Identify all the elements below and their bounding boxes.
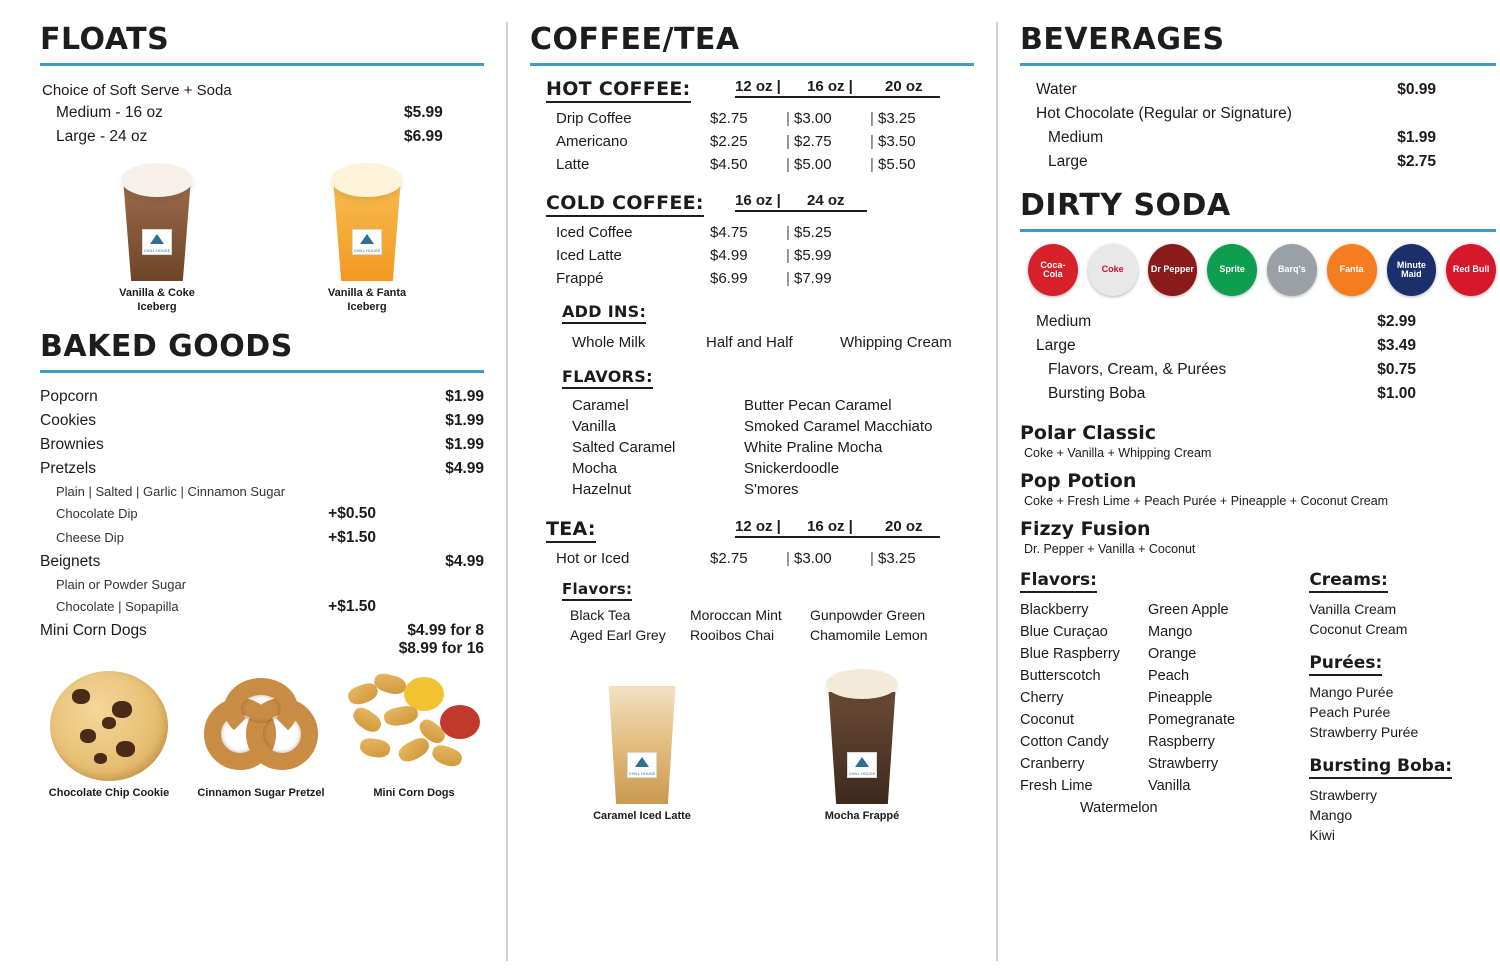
baked-item-corn-dogs-label: Mini Corn Dogs bbox=[40, 621, 147, 639]
bursting-boba-label: Bursting Boba: bbox=[1309, 756, 1452, 779]
sep: | bbox=[786, 550, 790, 567]
beverage-hot-chocolate bbox=[1020, 102, 1496, 126]
dirty-soda-options bbox=[1020, 570, 1496, 845]
coffee-flavors-col-1 bbox=[572, 395, 744, 500]
photo-latte-caption: Caramel Iced Latte bbox=[593, 810, 691, 822]
list-item: Smoked Caramel Macchiato bbox=[744, 418, 933, 435]
beignet-options: Plain or Powder Sugar bbox=[56, 576, 187, 592]
logo-text-3: CHILL HOUSE bbox=[628, 771, 656, 776]
cold-row-1-item: Iced Coffee bbox=[556, 224, 633, 241]
beverages-rule bbox=[1020, 63, 1496, 66]
baked-item-cookies-price: $1.99 bbox=[445, 411, 484, 429]
table-row bbox=[530, 107, 974, 130]
hot-row-2-p1: $2.25 bbox=[710, 133, 748, 150]
list-item: Strawberry bbox=[1309, 787, 1378, 803]
column-coffee-tea bbox=[506, 22, 998, 961]
cold-coffee-label: COLD COFFEE: bbox=[546, 192, 704, 217]
flavors-col-2 bbox=[1148, 599, 1276, 797]
bursting-boba-list bbox=[1309, 785, 1496, 845]
pretzel-dip-cheese-price: +$1.50 bbox=[328, 528, 376, 546]
list-item: Gunpowder Green bbox=[810, 607, 926, 623]
caption-line-4: Iceberg bbox=[347, 300, 387, 313]
combo-fizzy-fusion-title: Fizzy Fusion bbox=[1020, 518, 1151, 540]
list-item: Vanilla Cream bbox=[1309, 601, 1397, 617]
list-item: Salted Caramel bbox=[572, 439, 676, 456]
list-item: Blackberry bbox=[1020, 602, 1089, 618]
pretzel-dip-cheese-label: Cheese Dip bbox=[56, 529, 124, 545]
cup-foam-4 bbox=[826, 669, 898, 699]
photo-corn-dogs-caption: Mini Corn Dogs bbox=[373, 786, 455, 799]
float-cup-icon-2 bbox=[321, 163, 413, 281]
sep: | bbox=[786, 156, 790, 173]
hot-row-1-p2: $3.00 bbox=[794, 110, 832, 127]
soda-brand-logos bbox=[1028, 244, 1496, 296]
table-row bbox=[530, 244, 974, 267]
dr-pepper-icon: Dr Pepper bbox=[1148, 244, 1198, 296]
flavors-col-1 bbox=[1020, 599, 1148, 797]
tea-flavors-list bbox=[562, 605, 974, 645]
coffee-rule bbox=[530, 63, 974, 66]
corn-dogs-price-8: $4.99 for 8 bbox=[407, 621, 484, 639]
dirty-soda-rule bbox=[1020, 229, 1496, 232]
cold-coffee-block bbox=[530, 192, 974, 217]
beverage-hc-medium bbox=[1020, 126, 1496, 150]
floats-item-large bbox=[40, 125, 484, 149]
cold-row-2-p1: $4.99 bbox=[710, 247, 748, 264]
column-floats-baked bbox=[18, 22, 506, 961]
baked-item-brownies bbox=[40, 433, 484, 457]
combo-polar-classic-title: Polar Classic bbox=[1020, 422, 1156, 444]
addin-half-and-half: Half and Half bbox=[706, 334, 793, 351]
list-item: Vanilla bbox=[572, 418, 616, 435]
chill-house-logo-icon-4 bbox=[847, 752, 877, 778]
cold-row-2-p2: $5.99 bbox=[794, 247, 832, 264]
combo-pop-potion-title: Pop Potion bbox=[1020, 470, 1137, 492]
list-item: Mocha bbox=[572, 460, 618, 477]
latte-cup-icon bbox=[596, 669, 688, 804]
dirty-soda-flavors-columns bbox=[1020, 599, 1309, 797]
floats-item-medium-price: $5.99 bbox=[404, 104, 443, 121]
cold-row-3-p2: $7.99 bbox=[794, 270, 832, 287]
list-item: Strawberry Purée bbox=[1309, 724, 1419, 740]
list-item: Blue Raspberry bbox=[1020, 646, 1120, 662]
list-item: Cherry bbox=[1020, 690, 1064, 706]
coffee-title: COFFEE/TEA bbox=[530, 22, 740, 57]
cold-size-16oz: 16 oz | bbox=[735, 192, 781, 209]
floats-item-medium bbox=[40, 101, 484, 125]
baked-item-popcorn-label: Popcorn bbox=[40, 387, 98, 405]
minute-maid-icon: Minute Maid bbox=[1387, 244, 1437, 296]
list-item: Butter Pecan Caramel bbox=[744, 397, 892, 414]
baked-item-pretzels bbox=[40, 457, 484, 481]
beverage-water bbox=[1020, 78, 1496, 102]
baked-item-corn-dogs bbox=[40, 619, 484, 661]
baked-item-beignets-price: $4.99 bbox=[445, 552, 484, 570]
beverage-hc-medium-price: $1.99 bbox=[1397, 129, 1436, 146]
purees-list bbox=[1309, 682, 1496, 742]
combo-pop-potion bbox=[1020, 470, 1496, 508]
table-row bbox=[530, 153, 974, 176]
tea-table bbox=[530, 547, 974, 570]
baked-item-pretzels-price: $4.99 bbox=[445, 459, 484, 477]
beverage-water-price: $0.99 bbox=[1397, 81, 1436, 98]
photo-mocha-frappe bbox=[787, 669, 937, 824]
baked-item-beignets-label: Beignets bbox=[40, 552, 101, 570]
pretzel-dip-chocolate-price: +$0.50 bbox=[328, 504, 376, 522]
beignet-extra bbox=[40, 595, 484, 619]
hot-coffee-block bbox=[530, 78, 974, 103]
list-item: Cranberry bbox=[1020, 756, 1085, 772]
dirty-soda-flavors-addon-price: $0.75 bbox=[1377, 361, 1416, 378]
sep: | bbox=[786, 247, 790, 264]
hot-row-1-p1: $2.75 bbox=[710, 110, 748, 127]
red-bull-icon: Red Bull bbox=[1446, 244, 1496, 296]
chill-house-logo-icon-3 bbox=[627, 752, 657, 778]
table-row bbox=[530, 221, 974, 244]
cookie-icon bbox=[50, 671, 168, 781]
float-photo-coke bbox=[82, 163, 232, 315]
coffee-photos bbox=[530, 669, 974, 824]
dirty-soda-large-price: $3.49 bbox=[1377, 337, 1416, 354]
tea-size-header bbox=[735, 518, 940, 538]
hot-row-2-p3: $3.50 bbox=[878, 133, 916, 150]
list-item: Orange bbox=[1148, 646, 1197, 662]
list-item: Strawberry bbox=[1148, 756, 1219, 772]
floats-item-medium-label: Medium - 16 oz bbox=[56, 104, 163, 121]
addins-label: ADD INS: bbox=[562, 302, 646, 324]
floats-title: FLOATS bbox=[40, 22, 170, 57]
float-photo-coke-caption bbox=[82, 287, 232, 315]
coffee-flavors-label: FLAVORS: bbox=[562, 367, 653, 389]
logo-text-2: CHILL HOUSE bbox=[353, 248, 381, 253]
tea-block bbox=[530, 518, 974, 543]
tea-size-12oz: 12 oz | bbox=[735, 518, 781, 535]
coffee-flavors-list bbox=[562, 395, 974, 500]
sep: | bbox=[870, 133, 874, 150]
combo-fizzy-fusion bbox=[1020, 518, 1496, 556]
photo-cookie bbox=[40, 671, 178, 801]
pretzel-options: Plain | Salted | Garlic | Cinnamon Sugar bbox=[56, 483, 286, 499]
caption-line-3: Vanilla & Fanta bbox=[327, 287, 407, 299]
tea-row-p2: $3.00 bbox=[794, 550, 832, 567]
cold-row-1-p2: $5.25 bbox=[794, 224, 832, 241]
sep: | bbox=[870, 550, 874, 567]
cold-row-1-p1: $4.75 bbox=[710, 224, 748, 241]
dirty-soda-boba-addon-label: Bursting Boba bbox=[1048, 385, 1146, 402]
cold-row-2-item: Iced Latte bbox=[556, 247, 622, 264]
creams-list bbox=[1309, 599, 1496, 639]
cup-foam-2 bbox=[331, 163, 403, 197]
hot-row-3-p2: $5.00 bbox=[794, 156, 832, 173]
list-item: Raspberry bbox=[1148, 734, 1215, 750]
table-row bbox=[530, 267, 974, 290]
list-item: S'mores bbox=[744, 481, 799, 498]
cookie-chip bbox=[116, 741, 135, 757]
cookie-chip bbox=[112, 701, 132, 718]
photo-pretzel bbox=[192, 676, 330, 801]
list-item: Snickerdoodle bbox=[744, 460, 840, 477]
hot-coffee-table bbox=[530, 107, 974, 176]
sep: | bbox=[870, 110, 874, 127]
list-item: Kiwi bbox=[1309, 827, 1335, 843]
photo-cookie-caption: Chocolate Chip Cookie bbox=[48, 786, 170, 799]
addins-block bbox=[530, 302, 974, 351]
coffee-flavors-block bbox=[530, 367, 974, 500]
dirty-soda-boba-addon bbox=[1020, 382, 1496, 406]
hot-coffee-size-header bbox=[735, 78, 940, 98]
tea-row-item: Hot or Iced bbox=[556, 550, 630, 567]
dirty-soda-flavors bbox=[1020, 570, 1309, 845]
beverage-hc-large-price: $2.75 bbox=[1397, 153, 1436, 170]
pretzel-dip-cheese bbox=[40, 526, 484, 550]
list-item: Green Apple bbox=[1148, 602, 1229, 618]
sep: | bbox=[870, 156, 874, 173]
baked-rule bbox=[40, 370, 484, 373]
corn-dogs-icon bbox=[344, 671, 484, 781]
baked-item-brownies-price: $1.99 bbox=[445, 435, 484, 453]
combo-fizzy-fusion-desc: Dr. Pepper + Vanilla + Coconut bbox=[1024, 542, 1196, 556]
list-item: Butterscotch bbox=[1020, 668, 1101, 684]
purees-label: Purées: bbox=[1309, 653, 1382, 676]
combo-pop-potion-desc: Coke + Fresh Lime + Peach Purée + Pineapple + Coconut Cream bbox=[1024, 494, 1389, 508]
hot-row-1-item: Drip Coffee bbox=[556, 110, 632, 127]
hot-size-12oz: 12 oz | bbox=[735, 78, 781, 95]
list-item: Peach Purée bbox=[1309, 704, 1391, 720]
dirty-soda-title: DIRTY SODA bbox=[1020, 188, 1231, 223]
cold-coffee-table bbox=[530, 221, 974, 290]
sep: | bbox=[786, 270, 790, 287]
beverage-water-label: Water bbox=[1036, 81, 1077, 98]
list-item: Pineapple bbox=[1148, 690, 1213, 706]
beignet-extra-label: Chocolate | Sopapilla bbox=[56, 598, 179, 614]
hot-row-3-p3: $5.50 bbox=[878, 156, 916, 173]
dirty-soda-boba-addon-price: $1.00 bbox=[1377, 385, 1416, 402]
list-item: Mango bbox=[1309, 807, 1353, 823]
cookie-chip bbox=[94, 753, 107, 764]
tea-row-p3: $3.25 bbox=[878, 550, 916, 567]
dirty-soda-large bbox=[1020, 334, 1496, 358]
barqs-icon: Barq's bbox=[1267, 244, 1317, 296]
dirty-soda-flavors-addon-label: Flavors, Cream, & Purées bbox=[1048, 361, 1227, 378]
cookie-chip bbox=[72, 689, 90, 704]
list-item: Blue Curaçao bbox=[1020, 624, 1108, 640]
fanta-icon: Fanta bbox=[1327, 244, 1377, 296]
photo-frappe-caption: Mocha Frappé bbox=[824, 810, 900, 822]
float-photo-fanta bbox=[292, 163, 442, 315]
baked-photos bbox=[40, 671, 484, 801]
creams-label: Creams: bbox=[1309, 570, 1388, 593]
table-row bbox=[530, 130, 974, 153]
pretzel-dip-chocolate-label: Chocolate Dip bbox=[56, 505, 138, 521]
combo-polar-classic bbox=[1020, 422, 1496, 460]
hot-coffee-label: HOT COFFEE: bbox=[546, 78, 691, 103]
corn-dogs-price-16: $8.99 for 16 bbox=[398, 639, 484, 657]
addin-whole-milk: Whole Milk bbox=[572, 334, 646, 351]
list-item: Hazelnut bbox=[572, 481, 632, 498]
floats-item-large-price: $6.99 bbox=[404, 128, 443, 145]
hot-row-3-p1: $4.50 bbox=[710, 156, 748, 173]
baked-item-cookies-label: Cookies bbox=[40, 411, 96, 429]
pretzel-dip-chocolate bbox=[40, 502, 484, 526]
list-item: Pomegranate bbox=[1148, 712, 1236, 728]
list-item: Vanilla bbox=[1148, 778, 1191, 794]
sep: | bbox=[786, 224, 790, 241]
list-item: Caramel bbox=[572, 397, 629, 414]
caption-line-2: Iceberg bbox=[137, 300, 177, 313]
caption-line-1: Vanilla & Coke bbox=[119, 287, 195, 299]
coca-cola-icon: Coca-Cola bbox=[1028, 244, 1078, 296]
beverages-title: BEVERAGES bbox=[1020, 22, 1225, 57]
hot-row-2-item: Americano bbox=[556, 133, 628, 150]
corn-dog-piece bbox=[430, 742, 464, 769]
sprite-icon: Sprite bbox=[1207, 244, 1257, 296]
list-item: Black Tea bbox=[570, 607, 631, 623]
dirty-soda-medium-label: Medium bbox=[1036, 313, 1092, 330]
list-item: Chamomile Lemon bbox=[810, 627, 928, 643]
list-item: Mango Purée bbox=[1309, 684, 1394, 700]
tea-size-16oz: 16 oz | bbox=[807, 518, 853, 535]
list-item: Mango bbox=[1148, 624, 1193, 640]
hot-size-20oz: 20 oz bbox=[885, 78, 923, 95]
list-item: Cotton Candy bbox=[1020, 734, 1109, 750]
sep: | bbox=[786, 133, 790, 150]
baked-item-brownies-label: Brownies bbox=[40, 435, 104, 453]
cold-row-3-item: Frappé bbox=[556, 270, 604, 287]
tea-flavors-label: Flavors: bbox=[562, 580, 632, 601]
cookie-chip bbox=[80, 729, 96, 743]
coffee-flavors-col-2 bbox=[744, 395, 974, 500]
hot-row-2-p2: $2.75 bbox=[794, 133, 832, 150]
baked-item-cookies bbox=[40, 409, 484, 433]
baked-item-popcorn bbox=[40, 385, 484, 409]
logo-text-4: CHILL HOUSE bbox=[848, 771, 876, 776]
cup-foam bbox=[121, 163, 193, 197]
beverage-hc-large-label: Large bbox=[1048, 153, 1088, 170]
flavor-watermelon: Watermelon bbox=[1080, 800, 1158, 816]
list-item: Moroccan Mint bbox=[690, 607, 782, 623]
floats-note: Choice of Soft Serve + Soda bbox=[42, 82, 232, 99]
tea-size-20oz: 20 oz bbox=[885, 518, 923, 535]
chill-house-logo-icon-2 bbox=[352, 229, 382, 255]
beverage-hot-chocolate-label: Hot Chocolate (Regular or Signature) bbox=[1036, 105, 1292, 122]
corn-dog-piece bbox=[359, 736, 392, 759]
tea-label: TEA: bbox=[546, 518, 596, 543]
float-cup-icon bbox=[111, 163, 203, 281]
corn-dog-piece bbox=[350, 704, 385, 736]
baked-item-popcorn-price: $1.99 bbox=[445, 387, 484, 405]
baked-title: BAKED GOODS bbox=[40, 328, 293, 364]
pretzel-icon bbox=[196, 676, 326, 781]
ketchup-sauce bbox=[440, 705, 480, 739]
cookie-chip bbox=[102, 717, 116, 729]
frappe-cup-icon bbox=[816, 669, 908, 804]
combo-polar-classic-desc: Coke + Vanilla + Whipping Cream bbox=[1024, 446, 1212, 460]
photo-pretzel-caption: Cinnamon Sugar Pretzel bbox=[197, 786, 325, 799]
list-item: Peach bbox=[1148, 668, 1190, 684]
tea-flavors-block bbox=[530, 580, 974, 645]
list-item: Aged Earl Grey bbox=[570, 627, 666, 643]
dirty-soda-medium-price: $2.99 bbox=[1377, 313, 1416, 330]
beverage-hc-large bbox=[1020, 150, 1496, 174]
logo-text: CHILL HOUSE bbox=[143, 248, 171, 253]
photo-corn-dogs bbox=[344, 671, 484, 801]
creams-purees-boba bbox=[1309, 570, 1496, 845]
hot-size-16oz: 16 oz | bbox=[807, 78, 853, 95]
tea-row-p1: $2.75 bbox=[710, 550, 748, 567]
list-item: Fresh Lime bbox=[1020, 778, 1093, 794]
beignet-extra-price: +$1.50 bbox=[328, 597, 376, 615]
dirty-soda-medium bbox=[1020, 310, 1496, 334]
cold-size-24oz: 24 oz bbox=[807, 192, 845, 209]
corn-dog-piece bbox=[383, 704, 420, 728]
cold-row-3-p1: $6.99 bbox=[710, 270, 748, 287]
cup-body-3 bbox=[604, 686, 680, 804]
cup-body-4 bbox=[824, 692, 900, 804]
list-item: Rooibos Chai bbox=[690, 627, 775, 643]
float-photo-fanta-caption bbox=[292, 287, 442, 315]
baked-item-pretzels-label: Pretzels bbox=[40, 459, 96, 477]
floats-rule bbox=[40, 63, 484, 66]
table-row bbox=[530, 547, 974, 570]
hot-row-3-item: Latte bbox=[556, 156, 590, 173]
floats-item-large-label: Large - 24 oz bbox=[56, 128, 148, 145]
list-item: Coconut bbox=[1020, 712, 1075, 728]
sep: | bbox=[786, 110, 790, 127]
pretzel-ring bbox=[224, 678, 298, 740]
baked-item-corn-dogs-prices bbox=[399, 622, 484, 658]
cold-coffee-size-header bbox=[735, 192, 867, 212]
floats-photos bbox=[40, 163, 484, 315]
hot-row-1-p3: $3.25 bbox=[878, 110, 916, 127]
dirty-soda-flavors-addon bbox=[1020, 358, 1496, 382]
list-item: Coconut Cream bbox=[1309, 621, 1408, 637]
dirty-soda-large-label: Large bbox=[1036, 337, 1076, 354]
diet-coke-icon: Coke bbox=[1088, 244, 1138, 296]
beverage-hc-medium-label: Medium bbox=[1048, 129, 1104, 146]
column-beverages-dirty-soda bbox=[998, 22, 1500, 961]
chill-house-logo-icon bbox=[142, 229, 172, 255]
list-item: White Praline Mocha bbox=[744, 439, 883, 456]
photo-caramel-iced-latte bbox=[567, 669, 717, 824]
dirty-soda-flavors-label: Flavors: bbox=[1020, 570, 1097, 593]
addins-list bbox=[562, 330, 974, 351]
addin-whipping-cream: Whipping Cream bbox=[840, 334, 952, 351]
baked-item-beignets bbox=[40, 550, 484, 574]
